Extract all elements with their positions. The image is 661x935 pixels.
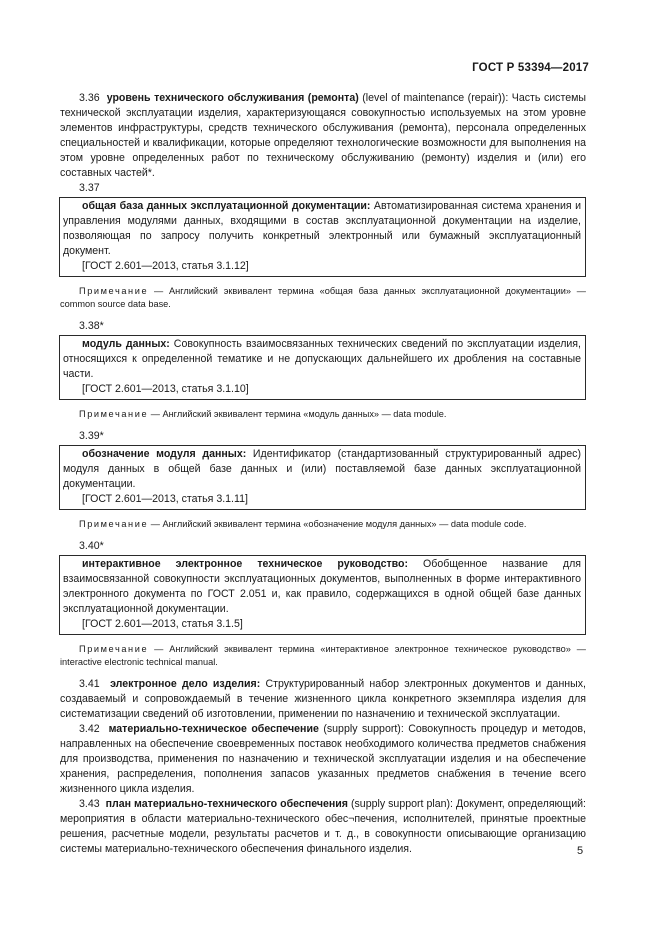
page-number: 5 (577, 845, 584, 857)
note-label: Примечание (79, 519, 149, 529)
note-label: Примечание (79, 286, 149, 296)
term-number: 3.41 (79, 678, 100, 690)
term-definition: Обобщенное название для взаимосвязанной совокупности эксплуатационных документов, выполненных в форме интерактивного электронного документа по ГОСТ 2.051 и, как правило, содержащихся в одной общей базе данных эксплуатационной документации. (63, 558, 581, 615)
term-title: материально-техническое обеспечение (108, 723, 319, 735)
term-definition: (supply support plan): Документ, определяющий: мероприятия в области материально-технического обес¬печения, исполнителей, принятые проектные решения, расчетные модели, результаты расчетов и т. д., в совокупности описывающие организацию системы материально-технического обеспечения финального изделия. (60, 798, 586, 855)
source-reference: [ГОСТ 2.601—2013, статья 3.1.5] (82, 618, 243, 630)
source-reference: [ГОСТ 2.601—2013, статья 3.1.11] (82, 493, 248, 505)
entry-number-3-40: 3.40* (79, 540, 104, 552)
term-3-42 (60, 722, 586, 797)
term-definition: (level of maintenance (repair)): Часть системы технической эксплуатации изделия, характеризующаяся совокупностью используемых на этом уровне элементов инфраструктуры, средств технического обслуживания (ремонта), персонала определенных специальностей и квалификации, которые определяют технологические возможности для выполнения на этом уровне определенных работ по техническому обслуживанию (ремонту) изделия и (или) его составных частей*. (60, 92, 586, 179)
term-number: 3.36 (79, 92, 100, 104)
term-title: обозначение модуля данных: (82, 448, 247, 460)
note-text: — Английский эквивалент термина «обозначение модуля данных» — data module code. (148, 519, 527, 529)
note-text: — Английский эквивалент термина «модуль данных» — data module. (148, 409, 447, 419)
term-title: план материально-технического обеспечения (105, 798, 348, 810)
term-title: интерактивное электронное техническое руководство: (82, 558, 409, 570)
entry-number-3-37: 3.37 (79, 182, 100, 194)
page-content (60, 91, 586, 857)
term-title: модуль данных: (82, 338, 170, 350)
term-3-43 (60, 797, 586, 857)
term-title: электронное дело изделия: (110, 678, 261, 690)
term-definition: Идентификатор (стандартизованный структурированный адрес) модуля данных в общей базе данных и (или) поставляемой базе данных эксплуатационной документации. (63, 448, 581, 490)
entry-number-3-39: 3.39* (79, 430, 104, 442)
term-definition: (supply support): Совокупность процедур и методов, направленных на обеспечение своевременных поставок необходимого количества предметов снабжения для производства, применения по назначению и технической эксплуатации изделия и на обеспечение хранения, распределения, пополнения запасов указанных предметов снабжения в течение всего жизненного цикла изделия. (60, 723, 586, 795)
note-3-40 (60, 643, 586, 669)
definition-box-3-38 (59, 335, 586, 400)
note-label: Примечание (79, 644, 149, 654)
note-3-37 (60, 285, 586, 311)
note-text: — Английский эквивалент термина «интерактивное электронное техническое руководство» — interactive electronic technical manual. (60, 644, 586, 667)
term-definition: Структурированный набор электронных документов и данных, создаваемый и сопровождаемый в течение жизненного цикла конкретного экземпляра изделия для систематизации сведений об изготовлении, применении по назначению и технической эксплуатации. (60, 678, 587, 720)
term-title: уровень технического обслуживания (ремонта) (106, 92, 359, 104)
term-3-36 (60, 91, 586, 181)
source-reference: [ГОСТ 2.601—2013, статья 3.1.12] (82, 260, 249, 272)
definition-box-3-40 (59, 555, 586, 635)
term-number: 3.43 (79, 798, 100, 810)
note-label: Примечание (79, 409, 149, 419)
term-3-41 (60, 677, 586, 722)
entry-number-3-38: 3.38* (79, 320, 104, 332)
term-definition: Автоматизированная система хранения и управления модулями данных, входящими в состав эксплуатационной документации на изделие, позволяющая по запросу получить конкретный электронный или бумажный эксплуатационный документ. (63, 200, 581, 257)
term-number: 3.42 (79, 723, 100, 735)
note-3-38 (60, 408, 586, 421)
note-3-39 (60, 518, 586, 531)
document-header: ГОСТ Р 53394—2017 (472, 62, 589, 74)
source-reference: [ГОСТ 2.601—2013, статья 3.1.10] (82, 383, 249, 395)
term-title: общая база данных эксплуатационной документации: (82, 200, 371, 212)
definition-box-3-37 (59, 197, 586, 277)
term-definition: Совокупность взаимосвязанных технических сведений по эксплуатации изделия, относящихся к определенной тематике и не допускающих дальнейшего их дробления на составные части. (63, 338, 581, 380)
note-text: — Английский эквивалент термина «общая база данных эксплуатационной документации» — common source data base. (60, 286, 586, 309)
definition-box-3-39 (59, 445, 586, 510)
